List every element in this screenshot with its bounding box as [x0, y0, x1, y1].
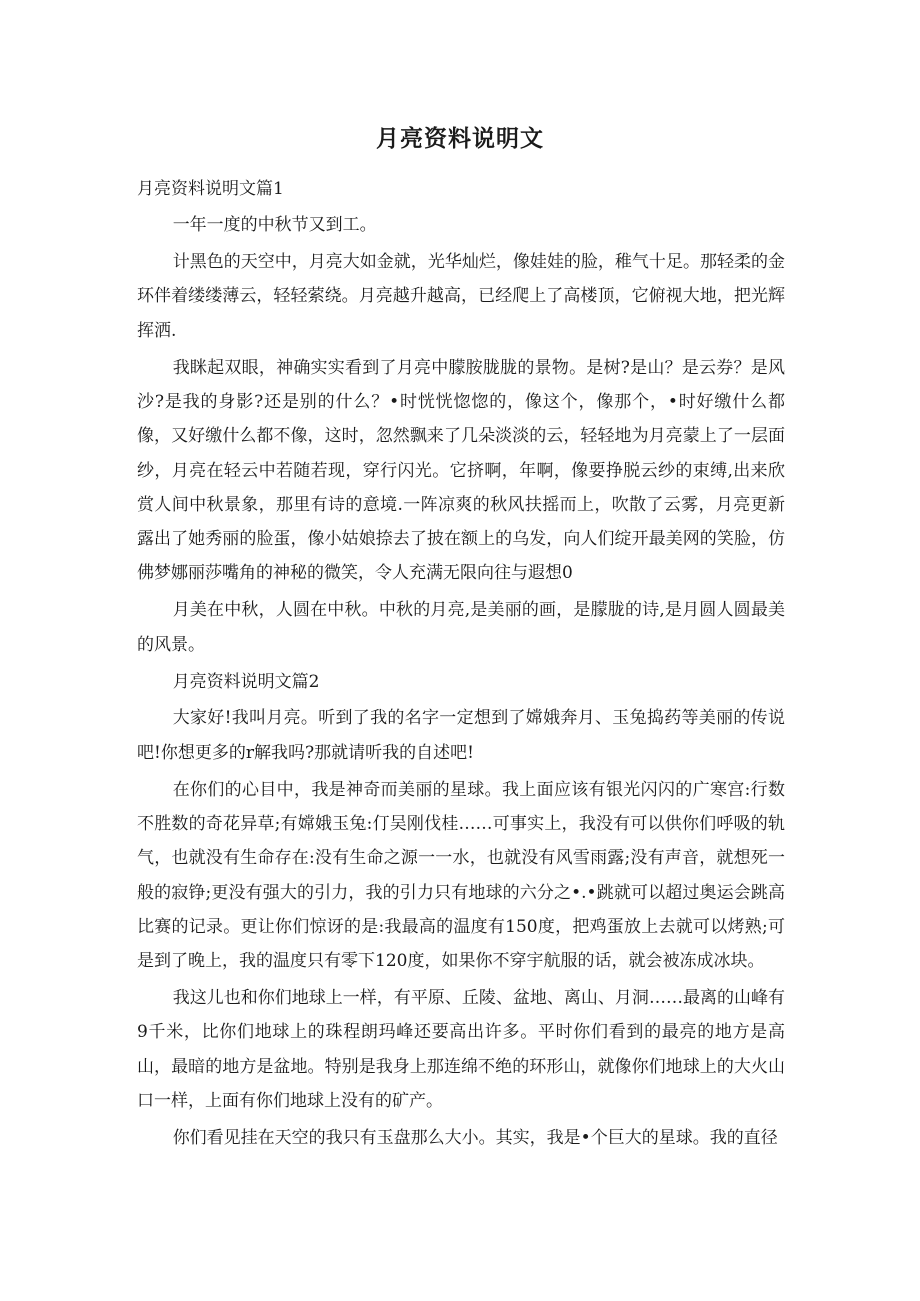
section-heading-1: 月亮资料说明文篇1 — [137, 179, 284, 199]
paragraph-8: 你们看见挂在天空的我只有玉盘那么大小。其实，我是•个巨大的星球。我的直径 — [172, 1127, 778, 1148]
paragraph-6: 在你们的心目中，我是神奇而美丽的星球。我上面应该有银光闪闪的广寒宫:行数不胜数的奇花异草;有嫦娥玉兔:仃吴刚伐桂……可事实上，我没有可以供你们呼吸的轨气，也就没有生命存在:没有生命之源一一水，也就没有风雪雨露;没有声音，就想死一般的寂铮;更没有强大的引力，我的引力只有地球的六分之•.•跳就可以超过奥运会跳高比赛的记录。更让你们惊讶的是:我最高的温度有150度，把鸡蛋放上去就可以烤熟;可是到了晚上，我的温度只有零下120度，如果你不穿宇航服的话，就会被冻成冰块。 — [137, 779, 785, 972]
paragraph-2: 计黑色的天空中，月亮大如金就，光华灿烂，像娃娃的脸，稚气十足。那轻柔的金环伴着缕缕薄云，轻轻萦绕。月亮越升越高，已经爬上了高楼顶，它俯视大地，把光辉挥洒. — [137, 252, 785, 341]
document-title: 月亮资料说明文 — [376, 126, 544, 152]
paragraph-4: 月美在中秋，人圆在中秋。中秋的月亮,是美丽的画，是朦胧的诗,是月圆人圆最美的风景。 — [137, 600, 785, 655]
paragraph-3: 我眯起双眼，神确实实看到了月亮中朦胺胧胧的景物。是树?是山？是云券？是风沙?是我的身影?还是别的什么？•时恍恍惚惚的，像这个，像那个，•时好缴什么都像，又好缴什么都不像，这时，忽然飘来了几朵淡淡的云，轻轻地为月亮蒙上了一层面纱，月亮在轻云中若随若现，穿行闪光。它挤啊，年啊，像要挣脱云纱的束缚,出来欣赏人间中秋景象，那里有诗的意境.一阵凉爽的秋风扶摇而上，吹散了云雾，月亮更新露出了她秀丽的脸蛋，像小姑娘捺去了披在额上的乌发，向人们绽开最美网的笑脸，仿佛梦娜丽莎嘴角的神秘的微笑，令人充满无限向往与遐想0 — [137, 357, 785, 584]
paragraph-5: 大家好!我叫月亮。听到了我的名字一定想到了嫦娥奔月、玉兔捣药等美丽的传说吧!你想更多的r解我吗?那就请听我的自述吧! — [137, 708, 785, 763]
section-heading-2: 月亮资料说明文篇2 — [172, 671, 320, 692]
document-body — [137, 172, 785, 1158]
paragraph-7: 我这儿也和你们地球上一样，有平原、丘陵、盆地、离山、月洞……最离的山峰有9千米，比你们地球上的珠程朗玛峰还要高出许多。平时你们看到的最亮的地方是高山，最暗的地方是盆地。特别是我身上那连绵不绝的环形山，就像你们地球上的大火山口一样，上面有你们地球上没有的矿产。 — [137, 987, 785, 1111]
paragraph-1: 一年一度的中秋节又到工。 — [172, 215, 377, 236]
